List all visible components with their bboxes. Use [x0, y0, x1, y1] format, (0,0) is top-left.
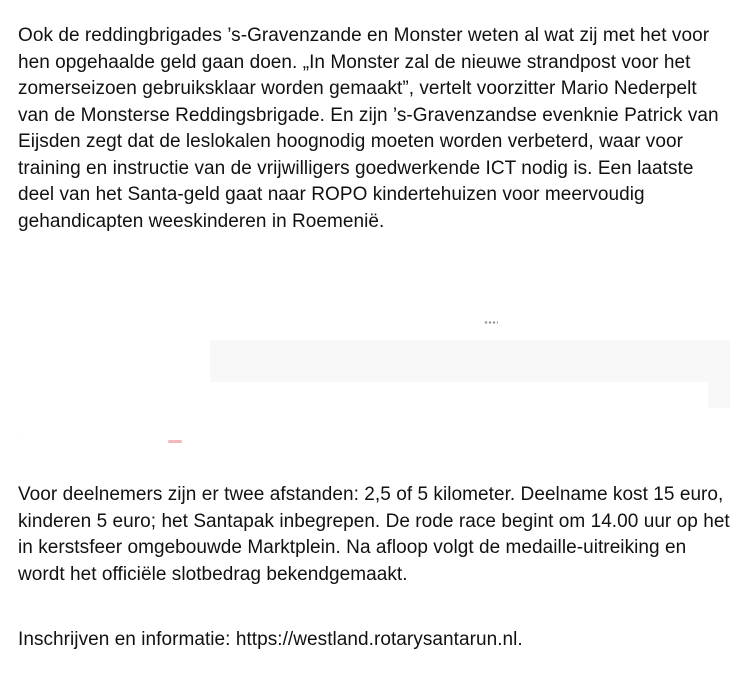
image-wash [18, 284, 730, 340]
image-wash [18, 340, 210, 384]
image-speck [484, 321, 498, 324]
article-paragraph: Voor deelnemers zijn er twee afstanden: 2,5 of 5 kilometer. Deelname kost 15 euro, kinderen 5 euro; het Santapak inbegrepen. De rode race begint om 14.00 uur op het in kerstsfeer omgebouwde Marktplein. Na afloop volgt de medaille-uitreiking en wordt het officiële slotbedrag bekendgemaakt. [18, 484, 730, 585]
image-wash [18, 436, 730, 464]
image-red-mark [168, 440, 182, 443]
article-paragraph: Ook de reddingbrigades ’s-Gravenzande en Monster weten al wat zij met het voor hen opgehaalde geld gaan doen. „In Monster zal de nieuwe strandpost voor het zomerseizoen gebruiksklaar worden gemaakt”, vertelt voorzitter Mario Nederpelt van de Monsterse Reddingsbrigade. En zijn ’s-Gravenzandse evenknie Patrick van Eijsden zegt dat de leslokalen hoognodig moeten worden verbeterd, waar voor training en instructie van de vrijwilligers goedwerkende ICT nodig is. Een laatste deel van het Santa-geld gaat naar ROPO kindertehuizen voor meervoudig gehandicapten weeskinderen in Roemenië. [18, 25, 719, 232]
article-paragraph: Inschrijven en informatie: https://westland.rotarysantarun.nl. [18, 629, 523, 650]
faded-inline-image [18, 284, 730, 464]
